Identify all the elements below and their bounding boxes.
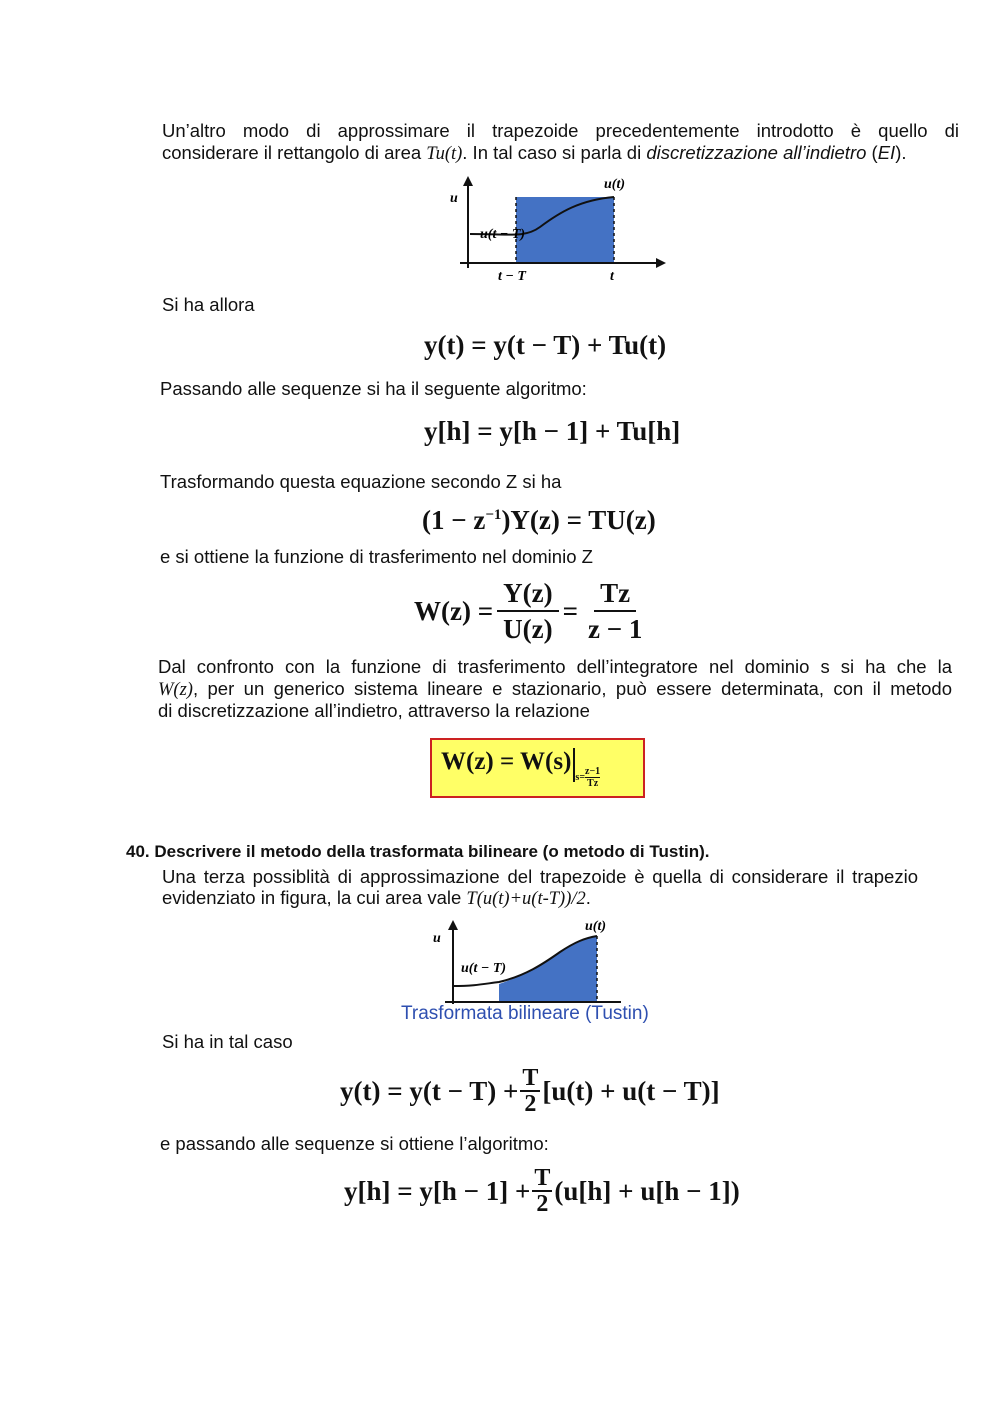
text: ( bbox=[866, 142, 878, 163]
paragraph-intro-line2 bbox=[162, 142, 959, 165]
denominator: 2 bbox=[536, 1191, 549, 1217]
label-u-t: u(t) bbox=[604, 177, 625, 192]
text: considerare il rettangolo di area bbox=[162, 142, 427, 163]
tick-label-t: t bbox=[610, 269, 614, 284]
math-inline: W(z) bbox=[158, 680, 193, 700]
highlighted-formula-box bbox=[430, 738, 645, 798]
numerator: T bbox=[522, 1065, 539, 1091]
denominator: z − 1 bbox=[587, 614, 643, 644]
evaluation-subscript bbox=[575, 766, 600, 789]
axis-label-u: u bbox=[433, 931, 441, 946]
paragraph-tustin-line1 bbox=[162, 866, 918, 888]
text: Dal confronto con la funzione di trasferimento dell’integratore nel dominio s si ha che la bbox=[158, 656, 952, 677]
rectangle-area bbox=[516, 197, 614, 263]
eq-lhs: y[h] = y[h − 1] + bbox=[344, 1175, 531, 1206]
fraction bbox=[497, 578, 558, 644]
eq-lhs: W(z) = bbox=[414, 595, 494, 626]
eq-sign: = bbox=[562, 595, 578, 626]
backward-euler-figure bbox=[440, 172, 680, 287]
label-u-t-minus-T: u(t − T) bbox=[461, 961, 507, 976]
paragraph-confronto-line1 bbox=[158, 656, 952, 678]
eq-rhs: (u[h] + u[h − 1]) bbox=[554, 1175, 740, 1206]
text: Una terza possiblità di approssimazione del trapezoide è quella di considerare il trapezio bbox=[162, 866, 918, 887]
numerator: T bbox=[534, 1165, 551, 1191]
label-u-t: u(t) bbox=[585, 919, 606, 934]
equation-y-h: y[h] = y[h − 1] + Tu[h] bbox=[424, 416, 681, 446]
sub-numerator: z−1 bbox=[585, 766, 601, 777]
paragraph-intro-line1 bbox=[162, 120, 959, 142]
text-passando-sequenze: e passando alle sequenze si ottiene l’algoritmo: bbox=[160, 1133, 549, 1154]
y-arrow bbox=[448, 920, 458, 930]
math-inline: Tu(t) bbox=[426, 144, 463, 164]
sub-fraction bbox=[585, 766, 600, 789]
fraction-T-over-2 bbox=[520, 1066, 540, 1116]
fraction-T-over-2 bbox=[532, 1166, 552, 1216]
math-inline: T(u(t)+u(t-T))/2 bbox=[466, 889, 586, 909]
equation-tustin-continuous bbox=[340, 1066, 720, 1116]
paragraph-tustin-line2 bbox=[162, 887, 591, 910]
figure-caption: Trasformata bilineare (Tustin) bbox=[401, 1003, 649, 1024]
eq-part: )Y(z) = TU(z) bbox=[501, 505, 656, 535]
equation-y-t: y(t) = y(t − T) + Tu(t) bbox=[424, 330, 667, 360]
trapezoid-area bbox=[499, 936, 597, 1002]
text-trasformando: Trasformando questa equazione secondo Z si ha bbox=[160, 471, 562, 492]
text: , per un generico sistema lineare e stazionario, può essere determinata, con il metodo bbox=[192, 678, 952, 699]
text: Un’altro modo di approssimare il trapezoide precedentemente introdotto è quello di bbox=[162, 120, 959, 141]
equation-transfer-function bbox=[414, 578, 652, 644]
tustin-figure bbox=[425, 912, 625, 1008]
denominator: 2 bbox=[524, 1091, 537, 1117]
text: evidenziato in figura, la cui area vale bbox=[162, 887, 467, 908]
numerator: Tz bbox=[594, 578, 636, 612]
eq-part: (1 − z bbox=[422, 505, 486, 535]
boxed-equation bbox=[441, 748, 600, 789]
tick-label-t-minus-T: t − T bbox=[498, 269, 526, 284]
text: . bbox=[585, 887, 591, 908]
sub-text: s= bbox=[575, 772, 586, 783]
equation-tustin-discrete bbox=[344, 1166, 740, 1216]
section-heading-40: 40. Descrivere il metodo della trasformata bilineare (o metodo di Tustin). bbox=[126, 842, 710, 861]
text: ). bbox=[895, 142, 907, 163]
paragraph-confronto-line2 bbox=[158, 678, 952, 701]
eq-lhs: y(t) = y(t − T) + bbox=[340, 1075, 519, 1106]
eq-superscript: −1 bbox=[485, 507, 502, 523]
text-passando: Passando alle sequenze si ha il seguente algoritmo: bbox=[160, 378, 587, 399]
eq-rhs: [u(t) + u(t − T)] bbox=[542, 1075, 720, 1106]
sub-denominator: Tz bbox=[587, 778, 599, 789]
fraction bbox=[582, 578, 648, 644]
paragraph-confronto-line3: di discretizzazione all’indietro, attraverso la relazione bbox=[158, 700, 590, 721]
x-arrow bbox=[656, 258, 666, 268]
text-si-ha-in-tal-caso: Si ha in tal caso bbox=[162, 1031, 293, 1052]
axis-label-u: u bbox=[450, 191, 458, 206]
emphasis: EI bbox=[877, 142, 896, 163]
text-si-ha-allora: Si ha allora bbox=[162, 294, 255, 315]
numerator: Y(z) bbox=[497, 578, 558, 612]
emphasis: discretizzazione all’indietro bbox=[646, 142, 867, 163]
label-u-t-minus-T: u(t − T) bbox=[480, 227, 526, 242]
y-arrow bbox=[463, 176, 473, 186]
equation-z-transform bbox=[422, 505, 656, 536]
eq-lhs: W(z) = W(s) bbox=[441, 748, 572, 775]
denominator: U(z) bbox=[503, 614, 553, 644]
text: . In tal caso si parla di bbox=[462, 142, 647, 163]
text-ottiene: e si ottiene la funzione di trasferimento nel dominio Z bbox=[160, 546, 593, 567]
